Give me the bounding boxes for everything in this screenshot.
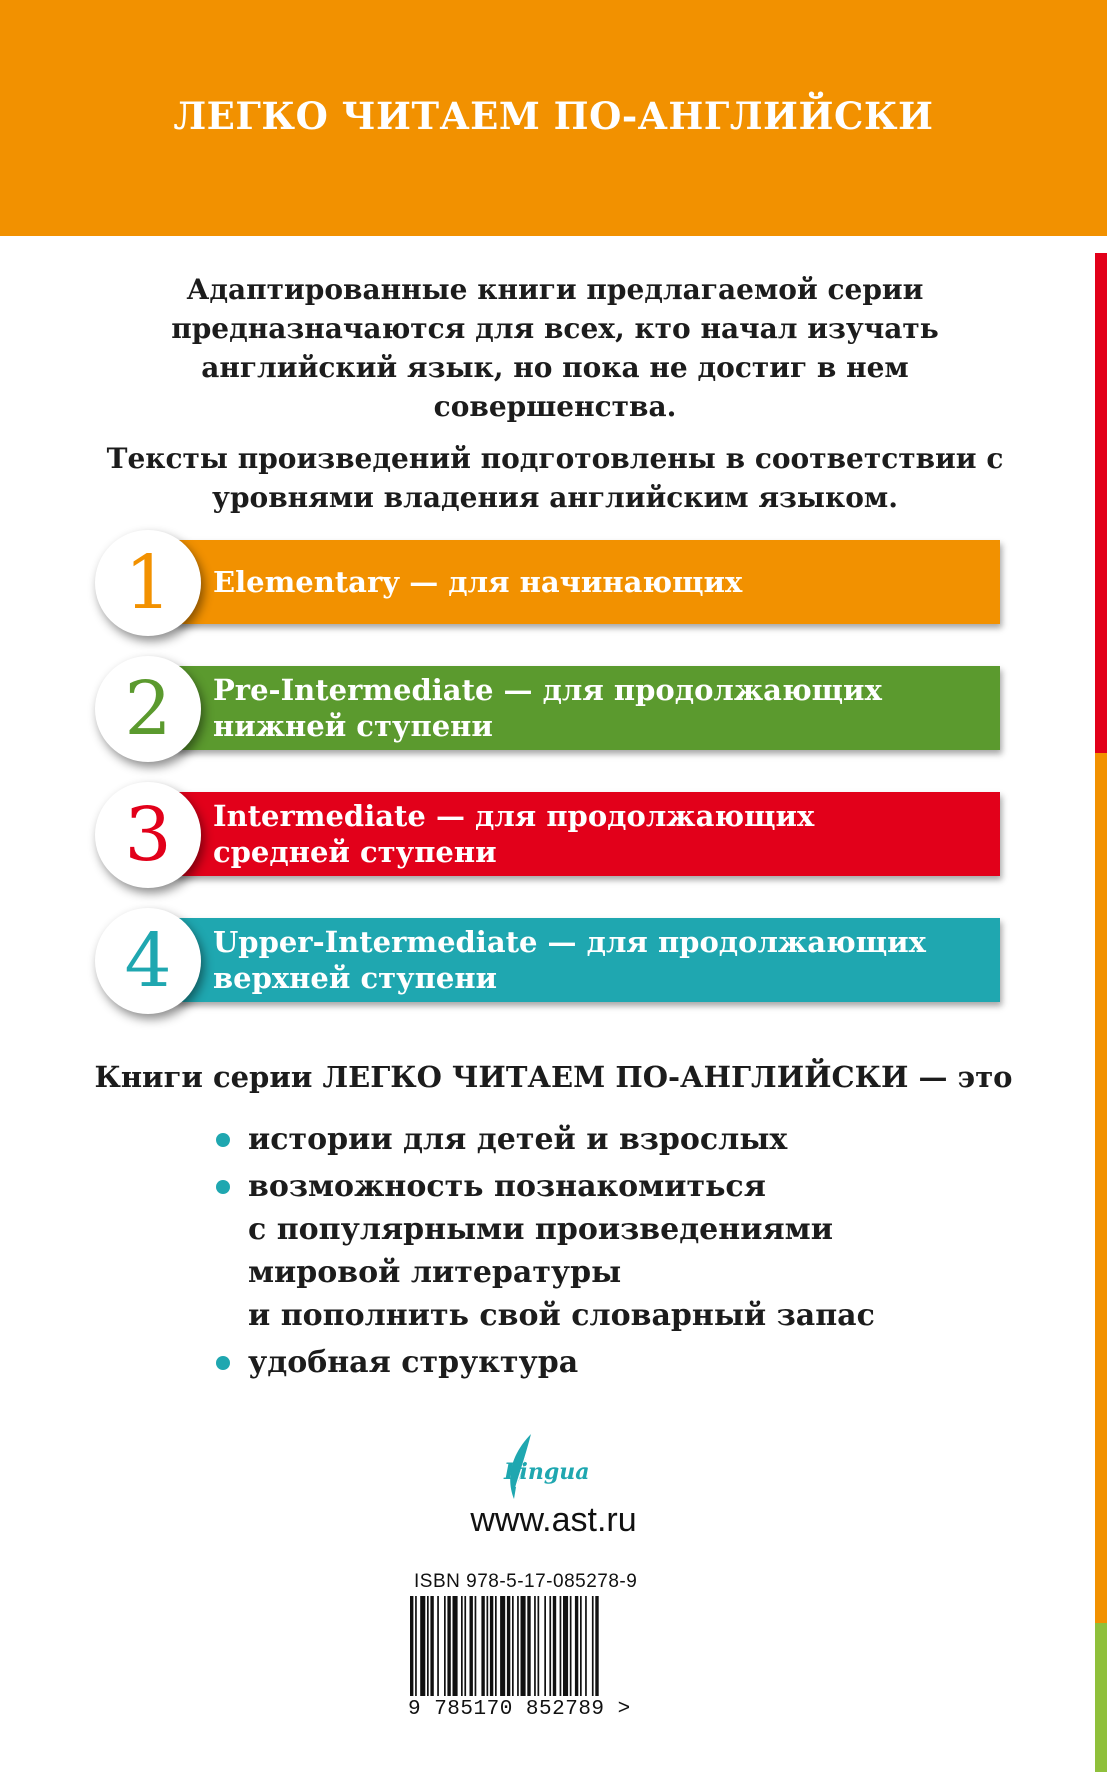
barcode-bar: [453, 1596, 458, 1696]
barcode-bar: [481, 1596, 484, 1696]
barcode-bar: [560, 1596, 562, 1696]
level-1: [95, 540, 1000, 630]
level-3: [95, 792, 1000, 882]
lingua-logo: [478, 1427, 628, 1507]
barcode-bar: [585, 1596, 587, 1696]
feature-text: истории для детей и взрослых: [248, 1122, 788, 1157]
feature-text: возможность познакомиться с популярными произведениями мировой литературы и пополнить свой словарный запас: [248, 1169, 875, 1333]
barcode-bar: [549, 1596, 551, 1696]
side-color-stripes: [1095, 253, 1107, 1772]
barcode-bar: [544, 1596, 546, 1696]
barcode-bar: [447, 1596, 450, 1696]
barcode-bar: [470, 1596, 473, 1696]
level-3-number: 3: [95, 782, 201, 888]
barcode-bar: [580, 1596, 582, 1696]
barcode-bar: [464, 1596, 466, 1696]
barcode-bar: [592, 1596, 594, 1696]
feature-text: удобная структура: [248, 1345, 579, 1380]
bullet-icon: [216, 1180, 230, 1194]
feature-item: [212, 1118, 972, 1161]
barcode: [410, 1596, 660, 1696]
barcode-bar: [534, 1596, 536, 1696]
barcode-bar: [570, 1596, 572, 1696]
barcode-bar: [487, 1596, 489, 1696]
level-2-text: Pre-Intermediate — для продолжающих нижней ступени: [213, 673, 882, 743]
level-1-text: Elementary — для начинающих: [213, 565, 743, 599]
level-4-number: 4: [95, 908, 201, 1014]
barcode-bar: [538, 1596, 540, 1696]
barcode-bar: [444, 1596, 446, 1696]
isbn-number: ISBN 978-5-17-085278-9: [414, 1571, 638, 1592]
level-3-text: Intermediate — для продолжающих средней ступени: [213, 799, 815, 869]
barcode-bar: [521, 1596, 526, 1696]
level-2-number: 2: [95, 656, 201, 762]
barcode-bar: [527, 1596, 530, 1696]
level-1-number: 1: [95, 530, 201, 636]
intro-paragraph-1: Адаптированные книги предлагаемой серии предназначаются для всех, кто начал изучать английский язык, но пока не достиг в нем совершенства.: [171, 273, 939, 423]
bullet-icon: [216, 1133, 230, 1147]
level-4-text: Upper-Intermediate — для продолжающих верхней ступени: [213, 925, 926, 995]
barcode-bar: [427, 1596, 429, 1696]
barcode-bar: [420, 1596, 425, 1696]
stripe-orange: [1095, 753, 1107, 1623]
bullet-icon: [216, 1356, 230, 1370]
level-2: [95, 666, 1000, 756]
feature-item: [212, 1341, 972, 1384]
barcode-bar: [410, 1596, 413, 1696]
barcode-bar: [415, 1596, 417, 1696]
barcode-bar: [595, 1596, 598, 1696]
barcode-bar: [575, 1596, 578, 1696]
barcode-bar: [490, 1596, 493, 1696]
barcode-digits: 9 785170 852789 >: [408, 1698, 631, 1721]
header-band: [0, 0, 1107, 236]
stripe-green: [1095, 1623, 1107, 1772]
feature-item: [212, 1165, 972, 1337]
series-description: Книги серии ЛЕГКО ЧИТАЕМ ПО-АНГЛИЙСКИ — это: [94, 1060, 1013, 1094]
series-title: ЛЕГКО ЧИТАЕМ ПО-АНГЛИЙСКИ: [173, 94, 934, 138]
barcode-bar: [500, 1596, 505, 1696]
barcode-bar: [507, 1596, 510, 1696]
barcode-bar: [430, 1596, 433, 1696]
barcode-bar: [461, 1596, 463, 1696]
stripe-red: [1095, 253, 1107, 753]
logo-text: Lingua: [504, 1459, 590, 1485]
barcode-bar: [517, 1596, 519, 1696]
level-4: [95, 918, 1000, 1008]
intro-text: [90, 270, 1020, 530]
intro-paragraph-2: Тексты произведений подготовлены в соответствии с уровнями владения английским языком.: [106, 442, 1004, 514]
website-url: www.ast.ru: [470, 1501, 637, 1539]
barcode-bar: [563, 1596, 568, 1696]
barcode-bar: [512, 1596, 514, 1696]
barcode-bar: [475, 1596, 477, 1696]
barcode-bar: [553, 1596, 556, 1696]
barcode-bar: [495, 1596, 497, 1696]
barcode-bar: [437, 1596, 439, 1696]
features-list: [212, 1118, 972, 1388]
